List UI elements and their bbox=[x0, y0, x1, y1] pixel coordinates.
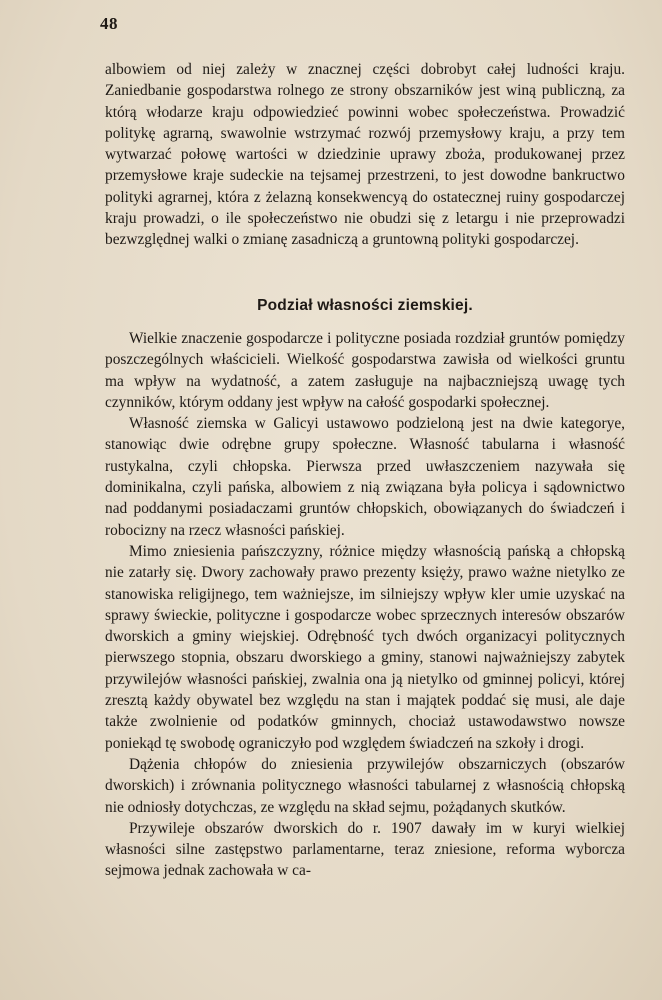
section-heading: Podział własności ziemskiej. bbox=[257, 297, 473, 314]
paragraph: Dążenia chłopów do zniesienia przywilejów obszarniczych (obszarów dworskich) i zrównania politycznego własności tabularnej z własnością chłopską nie odniosły dotychczas, ze względu na skład sejmu, pożądanych skutków. bbox=[105, 755, 625, 816]
page-number: 48 bbox=[100, 14, 118, 33]
paragraph: Własność ziemska w Galicyi ustawowo podzieloną jest na dwie kategorye, stanowiąc dwie odrębne grupy społeczne. Własność tabularna i własność rustykalna, czyli chłopska. Pierwsza przed uwłaszczeniem nazywała się dominikalna, czyli pańska, albowiem z nią związana była policya i sądownictwo nad poddanymi posiadaczami gruntów chłopskich, obowiązanych do świadczeń i robocizny na rzecz własności pańskiej. bbox=[105, 415, 625, 539]
paragraph: Przywileje obszarów dworskich do r. 1907 dawały im w kuryi wielkiej własności silne zastępstwo parlamentarne, teraz zniesione, reforma wyborcza sejmowa jednak zachowała w ca- bbox=[105, 819, 625, 880]
section-body bbox=[105, 328, 625, 882]
intro-text-block bbox=[105, 59, 625, 251]
paragraph: Mimo zniesienia pańszczyzny, różnice między własnością pańską a chłopską nie zatarły się. Dwory zachowały prawo prezenty księży, prawo ważne nietylko ze stanowiska religijnego, tem ważniejsze, im silniejszy wpływ kler umie uzyskać na sprawy świeckie, polityczne i gospodarcze wobec sprzecznych interesów obszarów dworskich a gminy wiejskiej. Odrębność tych dwóch organizacyi politycznych pierwszego stopnia, obszaru dworskiego a gminy, stanowi najważniejszy zabytek przywilejów własności pańskiej, zwalnia ona ją nietylko od gminnej policyi, której zresztą każdy obywatel bez względu na stan i majątek poddać się musi, ale daje także zwolnienie od podatków gminnych, chociaż ustawodawstwo nowsze poniekąd tę swobodę ograniczyło pod względem świadczeń na szkoły i drogi. bbox=[105, 542, 625, 752]
intro-paragraph: albowiem od niej zależy w znacznej części dobrobyt całej ludności kraju. Zaniedbanie gospodarstwa rolnego ze strony obszarników jest winą publiczną, za którą włodarze kraju odpowiedzieć powinni wobec społeczeństwa. Prowadzić politykę agrarną, swawolnie wstrzymać rozwój przemysłowy kraju, a przy tem wytwarzać połowę wartości w dziedzinie uprawy zboża, produkowanej przez przemysłowe kraje sudeckie na tejsamej przestrzeni, to jest dowodne bankructwo polityki agrarnej, która z żelazną konsekwencyą do ostatecznej ruiny gospodarczej kraju prowadzi, o ile społeczeństwo nie obudzi się z letargu i nie przeprowadzi bezwzględnej walki o zmianę zasadniczą a gruntowną polityki gospodarczej. bbox=[105, 61, 625, 249]
paragraph: Wielkie znaczenie gospodarcze i polityczne posiada rozdział gruntów pomiędzy poszczególnych właścicieli. Wielkość gospodarstwa zawisła od wielkości gruntu ma wpływ na wydatność, a zatem zasługuje na najbaczniejszą uwagę tych czynników, którym oddany jest wpływ na całość gospodarki społecznej. bbox=[105, 330, 625, 411]
